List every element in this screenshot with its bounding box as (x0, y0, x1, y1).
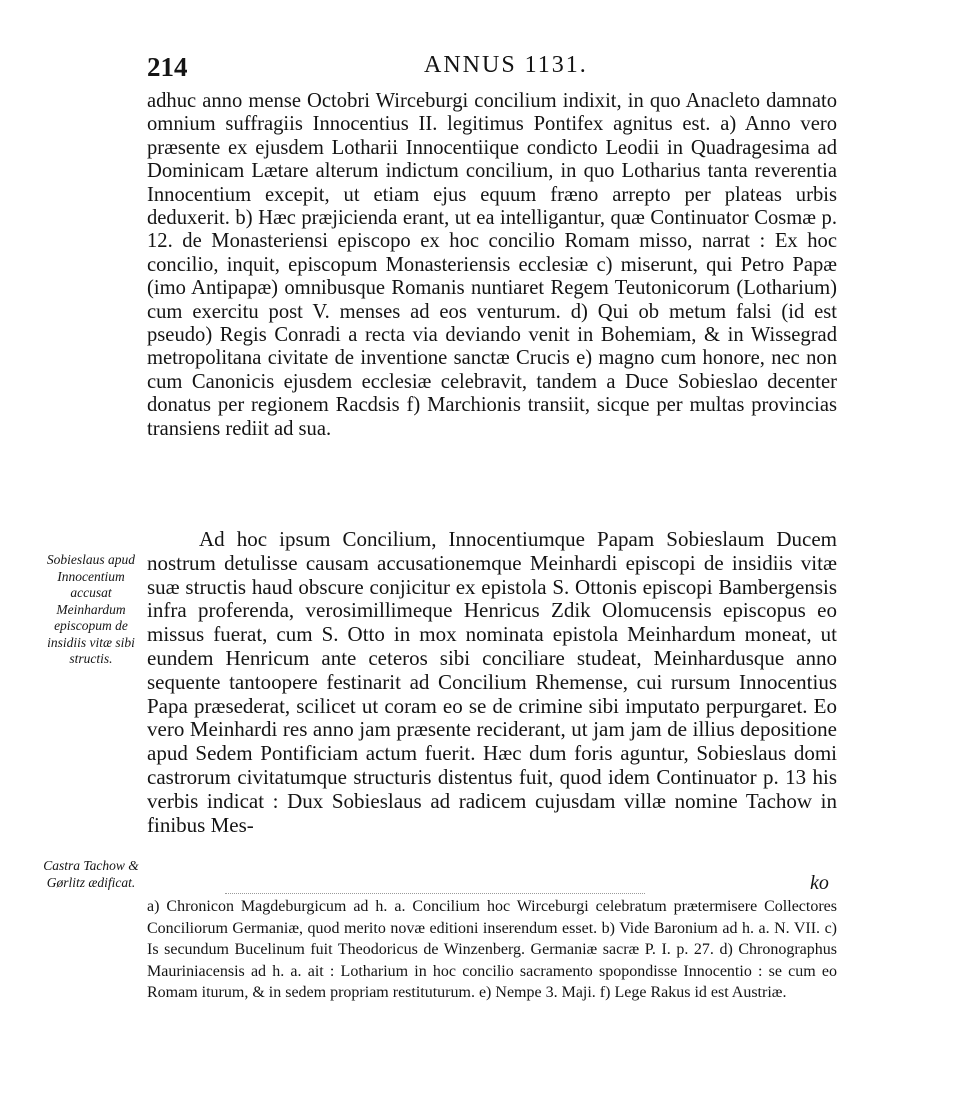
paragraph-1-text: adhuc anno mense Octobri Wirceburgi concilium indixit, in quo Anacleto damnato omnium suffragiis Innocentius II. legitimus Pontifex agnitus est. a) Anno vero præsente ex ejusdem Lotharii Innocentiique condicto Leodii in Quadragesima ad Dominicam Lætare alterum indictum concilium, in quo Lotharius tanta reverentia Innocentium excepit, ut etiam ejus equum fræno arrepto per plateas urbis deduxerit. b) Hæc præjicienda erant, ut ea intelligantur, quæ Continuator Cosmæ p. 12. de Monasteriensi episcopo ex hoc concilio Romam misso, narrat : Ex hoc concilio, inquit, episcopum Monasteriensis ecclesiæ c) miserunt, qui Petro Papæ (imo Antipapæ) omnibusque Romanis nuntiaret Regem Teutonicorum (Lotharium) cum exercitu post V. menses ad eos venturum. d) Qui ob metum falsi (id est pseudo) Regis Conradi a recta via deviando venit in Bohemiam, & in Wissegrad metropolitana civitate de inventione sanctæ Crucis e) magno cum honore, nec non cum Canonicis ejusdem ecclesiæ celebravit, tandem a Duce Sobieslao decenter donatus per regionem Racdsis f) Marchionis transiit, sicque per multas provincias transiens rediit ad sua. (147, 90, 837, 440)
paragraph-continued (147, 90, 837, 441)
catchword: ko (810, 872, 829, 894)
page-number: 214 (147, 52, 188, 82)
running-title: ANNUS 1131. (424, 52, 588, 78)
paragraph-2 (147, 528, 837, 837)
footnote-separator (225, 893, 645, 894)
footnotes (147, 896, 837, 1004)
page-header (0, 46, 960, 86)
footnotes-text: a) Chronicon Magdeburgicum ad h. a. Concilium hoc Wirceburgi celebratum prætermisere Collectores Conciliorum Germaniæ, quod merito novæ editioni inserendum esset. b) Vide Baronium ad h. a. N. VII. c) Is secundum Bucelinum fuit Theodoricus de Winzenberg. Germaniæ sacræ P. I. p. 27. d) Chronographus Mauriniacensis ad h. a. ait : Lotharium in hoc concilio sacramento spopondisse Innocentio : se cum eo Romam iturum, & in sedem propriam restituturum. e) Nempe 3. Maji. f) Lege Rakus id est Austriæ. (147, 898, 837, 1001)
margin-note-1: Sobieslaus apud Innocentium accusat Meinhardum episcopum de insidiis vitæ sibi structis. (46, 552, 136, 666)
paragraph-2-text: Ad hoc ipsum Concilium, Innocentiumque Papam Sobieslaum Ducem nostrum detulisse causam accusationemque Meinhardi episcopi de insidiis vitæ suæ structis haud obscure conjicitur ex epistola S. Ottonis episcopi Bambergensis infra proferenda, verosimillimeque Henricus Zdik Olomucensis episcopus eo missus fuerat, cum S. Otto in mox nominata epistola Meinhardum moneat, ut eundem Henricum ante ceteros sibi conciliare studeat, Meinhardusque anno sequente tantoopere festinarit ad Concilium Rhemense, cui rursum Innocentius Papa præsederat, scilicet ut coram eo se de crimine sibi imputato perpurgaret. Eo vero Meinhardi res anno jam præsente reciderant, ut jam jam de illius depositione apud Sedem Pontificiam actum fuerit. Hæc dum foris aguntur, Sobieslaus domi castrorum civitatumque structuris distentus fuit, quod idem Continuator p. 13 his verbis indicat : Dux Sobieslaus ad radicem cujusdam villæ nomine Tachow in finibus Mes- (147, 527, 837, 837)
margin-note-2: Castra Tachow & Gørlitz ædificat. (43, 858, 139, 890)
